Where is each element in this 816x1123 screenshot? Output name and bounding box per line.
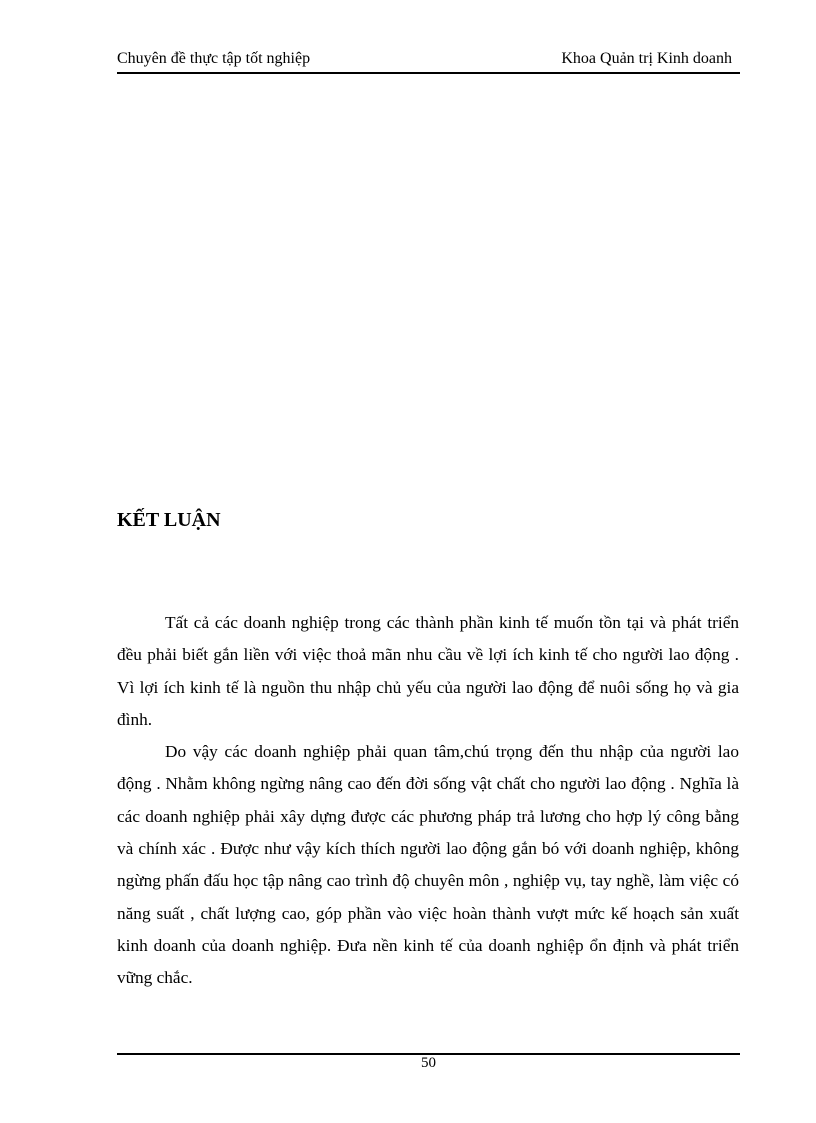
paragraph-1: Tất cả các doanh nghiệp trong các thành phần kinh tế muốn tồn tại và phát triển đều phải biết gắn liền với việc thoả mãn nhu cầu về lợi ích kinh tế cho người lao động . Vì lợi ích kinh tế là nguồn thu nhập chủ yếu của người lao động để nuôi sống họ và gia đình.: [117, 613, 739, 729]
body-text: [117, 607, 739, 995]
page-number: 50: [421, 1055, 436, 1071]
header-right-text: Khoa Quản trị Kinh doanh: [561, 50, 732, 67]
section-title: KẾT LUẬN: [117, 509, 221, 531]
header-left-text: Chuyên đề thực tập tốt nghiệp: [117, 50, 311, 67]
page-header: [117, 50, 740, 74]
paragraph-2: Do vậy các doanh nghiệp phải quan tâm,chú trọng đến thu nhập của người lao động . Nhằm không ngừng nâng cao đến đời sống vật chất cho người lao động . Nghĩa là các doanh nghiệp phải xây dựng được các phương pháp trả lương cho hợp lý công bằng và chính xác . Được như vậy kích thích người lao động gắn bó với doanh nghiệp, không ngừng phấn đấu học tập nâng cao trình độ chuyên môn , nghiệp vụ, tay nghề, làm việc có năng suất , chất lượng cao, góp phần vào việc hoàn thành vượt mức kế hoạch sản xuất kinh doanh của doanh nghiệp. Đưa nền kinh tế của doanh nghiệp ổn định và phát triển vững chắc.: [117, 742, 739, 988]
